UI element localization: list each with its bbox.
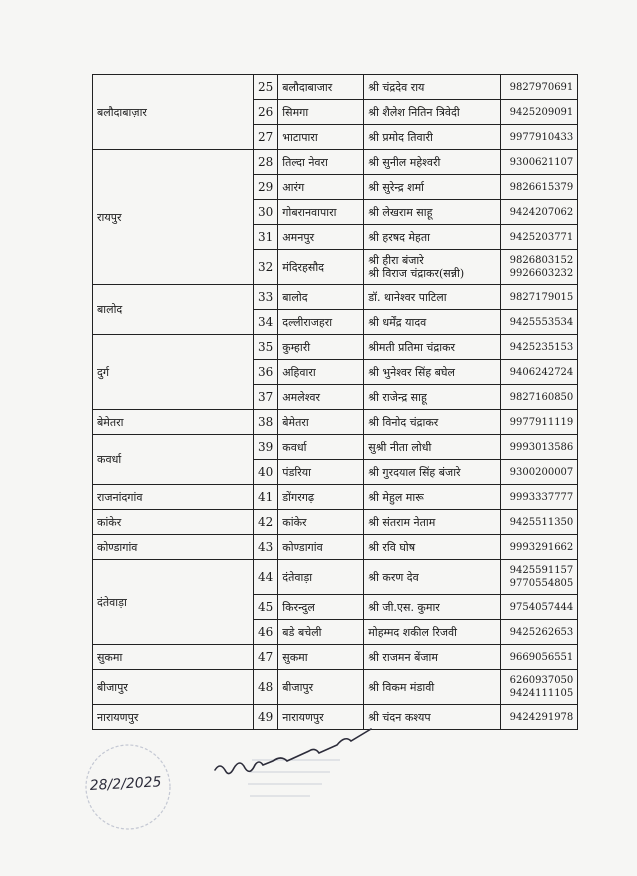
- district-name: बीजापुर: [93, 670, 254, 705]
- phone-number: 9977911119: [509, 416, 574, 428]
- table-row: [93, 705, 578, 730]
- serial-number: 41: [254, 485, 278, 510]
- phone-cell: [501, 360, 578, 385]
- block-name: भाटापारा: [278, 125, 364, 150]
- person-name: श्री संतराम नेताम: [368, 515, 436, 529]
- phone-number: 9406242724: [509, 366, 574, 378]
- table-row: [93, 670, 578, 705]
- table-row: [93, 410, 578, 435]
- person-name-cell: [364, 125, 501, 150]
- person-name: श्री प्रमोद तिवारी: [368, 130, 433, 144]
- district-name: कांकेर: [93, 510, 254, 535]
- block-name: गोबरानवापारा: [278, 200, 364, 225]
- phone-cell: [501, 705, 578, 730]
- phone-cell: [501, 645, 578, 670]
- district-name: बेमेतरा: [93, 410, 254, 435]
- phone-number: 9926603232: [509, 268, 574, 279]
- block-name: दंतेवाड़ा: [278, 560, 364, 595]
- phone-cell: [501, 310, 578, 335]
- phone-number: 9977910433: [509, 131, 574, 143]
- phone-cell: [501, 595, 578, 620]
- person-name: श्री हीरा बंजारे: [368, 254, 424, 267]
- phone-number: 9424111105: [509, 688, 574, 699]
- phone-number: 9827179015: [509, 291, 574, 303]
- serial-number: 35: [254, 335, 278, 360]
- phone-cell: [501, 75, 578, 100]
- block-name: आरंग: [278, 175, 364, 200]
- block-name: कवर्धा: [278, 435, 364, 460]
- person-name: श्रीमती प्रतिमा चंद्राकर: [368, 340, 456, 354]
- person-name-cell: [364, 285, 501, 310]
- serial-number: 26: [254, 100, 278, 125]
- person-name-cell: [364, 150, 501, 175]
- table-row: [93, 150, 578, 175]
- district-name: नारायणपुर: [93, 705, 254, 730]
- table-row: [93, 485, 578, 510]
- person-name: श्री विनोद चंद्राकर: [368, 415, 439, 429]
- serial-number: 25: [254, 75, 278, 100]
- district-contact-table: [92, 74, 578, 730]
- phone-number: 9826615379: [509, 181, 574, 193]
- phone-number: 9425591157: [509, 565, 574, 576]
- phone-cell: [501, 175, 578, 200]
- phone-number: 9424207062: [509, 206, 574, 218]
- block-name: किरन्दुल: [278, 595, 364, 620]
- serial-number: 46: [254, 620, 278, 645]
- block-name: सुकमा: [278, 645, 364, 670]
- person-name-cell: [364, 175, 501, 200]
- serial-number: 36: [254, 360, 278, 385]
- person-name-cell: [364, 670, 501, 705]
- block-name: कोण्डागांव: [278, 535, 364, 560]
- block-name: कुम्हारी: [278, 335, 364, 360]
- person-name: श्री चंदन कश्यप: [368, 710, 431, 724]
- person-name: श्री जी.एस. कुमार: [368, 600, 440, 614]
- person-name: सुश्री नीता लोधी: [368, 440, 432, 454]
- person-name-cell: [364, 410, 501, 435]
- block-name: नारायणपुर: [278, 705, 364, 730]
- person-name-cell: [364, 485, 501, 510]
- person-name: श्री लेखराम साहू: [368, 205, 433, 219]
- phone-number: 9754057444: [509, 601, 574, 613]
- person-name: श्री हरषद मेहता: [368, 230, 430, 244]
- district-name: रायपुर: [93, 150, 254, 285]
- person-name-cell: [364, 335, 501, 360]
- phone-cell: [501, 510, 578, 535]
- person-name-cell: [364, 560, 501, 595]
- block-name: बेमेतरा: [278, 410, 364, 435]
- phone-cell: [501, 410, 578, 435]
- signature-date: 28/2/2025: [89, 774, 162, 794]
- phone-number: 9300200007: [509, 466, 574, 478]
- serial-number: 32: [254, 250, 278, 285]
- phone-cell: [501, 670, 578, 705]
- serial-number: 34: [254, 310, 278, 335]
- person-name: डॉ. थानेश्वर पाटिला: [368, 290, 447, 304]
- person-name: श्री विकम मंडावी: [368, 680, 435, 694]
- phone-number: 9993337777: [509, 491, 574, 503]
- phone-number: 9826803152: [509, 255, 574, 266]
- phone-cell: [501, 560, 578, 595]
- person-name-cell: [364, 645, 501, 670]
- block-name: सिमगा: [278, 100, 364, 125]
- table-row: [93, 560, 578, 595]
- block-name: बीजापुर: [278, 670, 364, 705]
- phone-cell: [501, 435, 578, 460]
- serial-number: 38: [254, 410, 278, 435]
- phone-number: 9300621107: [509, 156, 574, 168]
- handwritten-signature: [215, 729, 371, 774]
- phone-number: 9425262653: [509, 626, 574, 638]
- serial-number: 48: [254, 670, 278, 705]
- person-name: श्री राजेन्द्र साहू: [368, 390, 427, 404]
- phone-number: 9425203771: [509, 231, 574, 243]
- phone-number: 9425553534: [509, 316, 574, 328]
- district-name: सुकमा: [93, 645, 254, 670]
- person-name-cell: [364, 200, 501, 225]
- person-name: श्री चंद्रदेव राय: [368, 80, 425, 94]
- phone-cell: [501, 535, 578, 560]
- person-name-cell: [364, 435, 501, 460]
- block-name: कांकेर: [278, 510, 364, 535]
- table-row: [93, 510, 578, 535]
- person-name: श्री गुरदयाल सिंह बंजारे: [368, 465, 461, 479]
- district-name: कोण्डागांव: [93, 535, 254, 560]
- phone-number: 9827160850: [509, 391, 574, 403]
- person-name-cell: [364, 100, 501, 125]
- person-name: श्री भुनेश्वर सिंह बघेल: [368, 365, 455, 379]
- block-name: पंडरिया: [278, 460, 364, 485]
- phone-cell: [501, 250, 578, 285]
- person-name-cell: [364, 620, 501, 645]
- serial-number: 47: [254, 645, 278, 670]
- serial-number: 40: [254, 460, 278, 485]
- person-name-cell: [364, 360, 501, 385]
- person-name-cell: [364, 535, 501, 560]
- phone-number: 6260937050: [509, 675, 574, 686]
- person-name: श्री राजमन बेंजाम: [368, 650, 438, 664]
- serial-number: 42: [254, 510, 278, 535]
- person-name-cell: [364, 225, 501, 250]
- person-name: श्री सुरेन्द्र शर्मा: [368, 180, 424, 194]
- serial-number: 27: [254, 125, 278, 150]
- table-row: [93, 335, 578, 360]
- phone-cell: [501, 225, 578, 250]
- phone-cell: [501, 100, 578, 125]
- district-name: दंतेवाड़ा: [93, 560, 254, 645]
- phone-cell: [501, 485, 578, 510]
- phone-number: 9993013586: [509, 441, 574, 453]
- phone-number: 9827970691: [509, 81, 574, 93]
- person-name: मोहम्मद शकील रिजवी: [368, 625, 457, 639]
- block-name: दल्लीराजहरा: [278, 310, 364, 335]
- serial-number: 30: [254, 200, 278, 225]
- person-name: श्री विराज चंद्राकर(सन्नी): [368, 267, 465, 280]
- table-row: [93, 75, 578, 100]
- block-name: अमलेश्वर: [278, 385, 364, 410]
- person-name-cell: [364, 75, 501, 100]
- block-name: बालोद: [278, 285, 364, 310]
- serial-number: 37: [254, 385, 278, 410]
- block-name: बलौदाबाजार: [278, 75, 364, 100]
- phone-number: 9425511350: [509, 516, 574, 528]
- block-name: अहिवारा: [278, 360, 364, 385]
- phone-number: 9425209091: [509, 106, 574, 118]
- person-name: श्री शैलेश नितिन त्रिवेदी: [368, 105, 460, 119]
- phone-cell: [501, 285, 578, 310]
- district-name: राजनांदगांव: [93, 485, 254, 510]
- district-name: बालोद: [93, 285, 254, 335]
- block-name: डोंगरगढ़: [278, 485, 364, 510]
- phone-cell: [501, 150, 578, 175]
- person-name: श्री रवि घोष: [368, 540, 416, 554]
- person-name-cell: [364, 595, 501, 620]
- serial-number: 45: [254, 595, 278, 620]
- block-name: अमनपुर: [278, 225, 364, 250]
- phone-cell: [501, 200, 578, 225]
- serial-number: 33: [254, 285, 278, 310]
- serial-number: 28: [254, 150, 278, 175]
- table-row: [93, 645, 578, 670]
- person-name-cell: [364, 250, 501, 285]
- district-name: कवर्धा: [93, 435, 254, 485]
- phone-cell: [501, 385, 578, 410]
- person-name: श्री मेहुल मारू: [368, 490, 424, 504]
- phone-number: 9770554805: [509, 578, 574, 589]
- serial-number: 39: [254, 435, 278, 460]
- table-row: [93, 435, 578, 460]
- block-name: बडे बचेली: [278, 620, 364, 645]
- district-name: दुर्ग: [93, 335, 254, 410]
- table-row: [93, 535, 578, 560]
- phone-number: 9669056551: [509, 651, 574, 663]
- person-name-cell: [364, 460, 501, 485]
- person-name-cell: [364, 385, 501, 410]
- serial-number: 29: [254, 175, 278, 200]
- block-name: तिल्दा नेवरा: [278, 150, 364, 175]
- block-name: मंदिरहसौद: [278, 250, 364, 285]
- table-row: [93, 285, 578, 310]
- serial-number: 44: [254, 560, 278, 595]
- person-name-cell: [364, 705, 501, 730]
- district-name: बलौदाबाज़ार: [93, 75, 254, 150]
- phone-cell: [501, 125, 578, 150]
- phone-cell: [501, 620, 578, 645]
- serial-number: 43: [254, 535, 278, 560]
- person-name-cell: [364, 510, 501, 535]
- person-name: श्री सुनील महेश्वरी: [368, 155, 441, 169]
- serial-number: 49: [254, 705, 278, 730]
- serial-number: 31: [254, 225, 278, 250]
- person-name: श्री करण देव: [368, 570, 419, 584]
- phone-number: 9424291978: [509, 711, 574, 723]
- person-name-cell: [364, 310, 501, 335]
- phone-cell: [501, 460, 578, 485]
- stamp-marks: [248, 760, 340, 796]
- phone-cell: [501, 335, 578, 360]
- phone-number: 9425235153: [509, 341, 574, 353]
- official-stamp: [86, 745, 170, 829]
- person-name: श्री धर्मेंद्र यादव: [368, 315, 427, 329]
- phone-number: 9993291662: [509, 541, 574, 553]
